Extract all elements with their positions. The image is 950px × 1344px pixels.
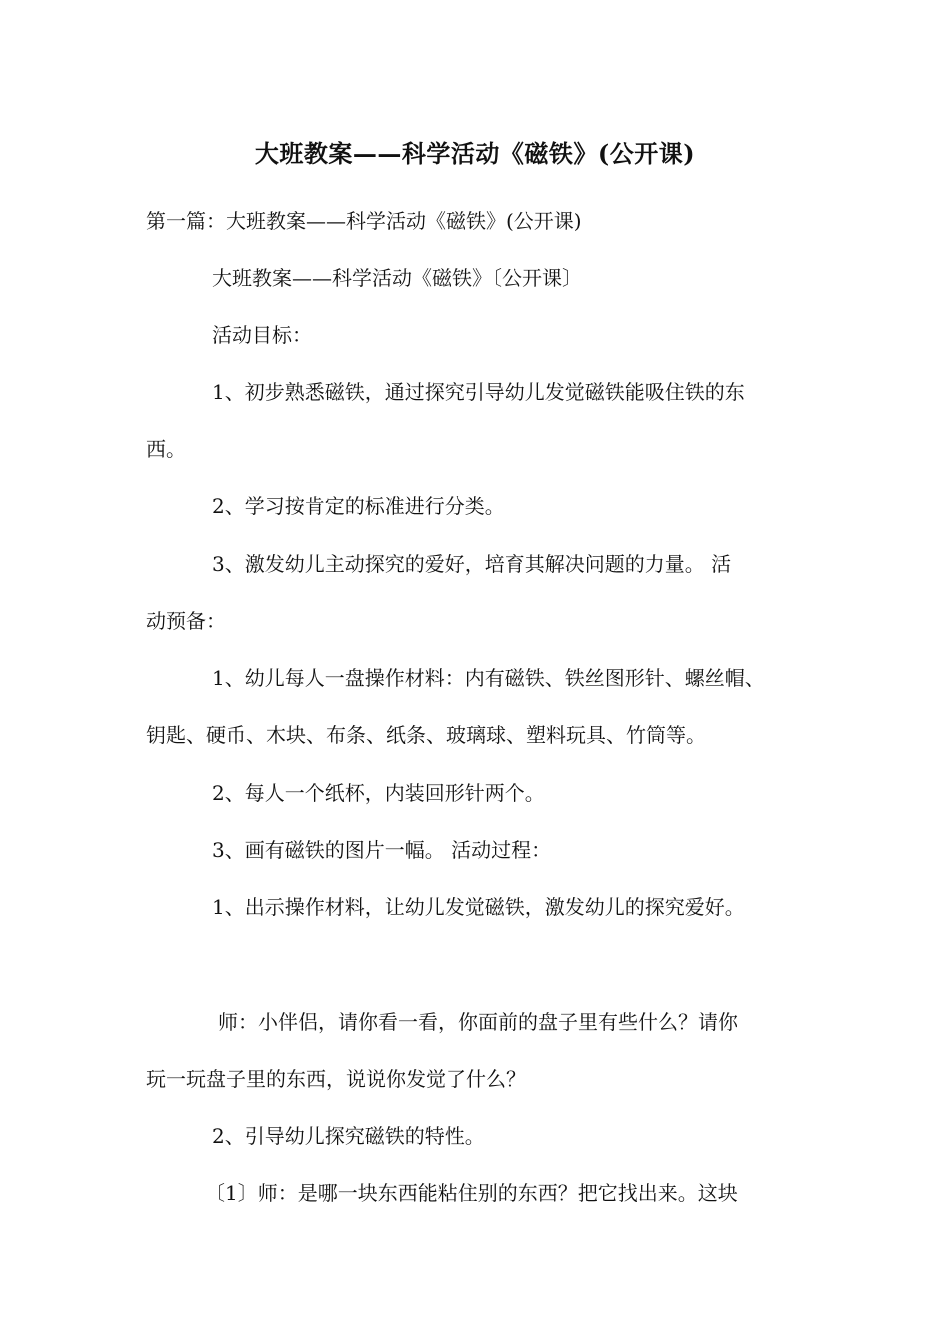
text-line: 1、初步熟悉磁铁，通过探究引导幼儿发觉磁铁能吸住铁的东 bbox=[212, 380, 745, 404]
text-line: 1、出示操作材料，让幼儿发觉磁铁，激发幼儿的探究爱好。 bbox=[212, 895, 745, 919]
text-line: 1、幼儿每人一盘操作材料：内有磁铁、铁丝图形针、螺丝帽、 bbox=[212, 666, 765, 690]
document-title: 大班教案——科学活动《磁铁》(公开课) bbox=[254, 139, 696, 168]
text-line: 〔1〕师：是哪一块东西能粘住别的东西？把它找出来。这块 bbox=[205, 1181, 738, 1205]
text-line: 第一篇：大班教案——科学活动《磁铁》(公开课) bbox=[146, 209, 582, 233]
text-line: 2、学习按肯定的标准进行分类。 bbox=[212, 494, 505, 518]
text-line: 活动目标： bbox=[212, 323, 312, 347]
text-line: 师：小伴侣，请你看一看，你面前的盘子里有些什么？请你 bbox=[218, 1010, 738, 1034]
text-line: 玩一玩盘子里的东西，说说你发觉了什么？ bbox=[146, 1067, 526, 1091]
text-line: 2、引导幼儿探究磁铁的特性。 bbox=[212, 1124, 485, 1148]
text-line: 动预备： bbox=[146, 609, 226, 633]
text-line: 大班教案——科学活动《磁铁》〔公开课〕 bbox=[212, 266, 582, 290]
text-line: 3、画有磁铁的图片一幅。 活动过程： bbox=[212, 838, 552, 862]
text-line: 钥匙、硬币、木块、布条、纸条、玻璃球、塑料玩具、竹筒等。 bbox=[146, 723, 706, 747]
text-line: 2、每人一个纸杯，内装回形针两个。 bbox=[212, 781, 545, 805]
text-line: 3、激发幼儿主动探究的爱好，培育其解决问题的力量。 活 bbox=[212, 552, 732, 576]
text-line: 西。 bbox=[146, 437, 186, 461]
